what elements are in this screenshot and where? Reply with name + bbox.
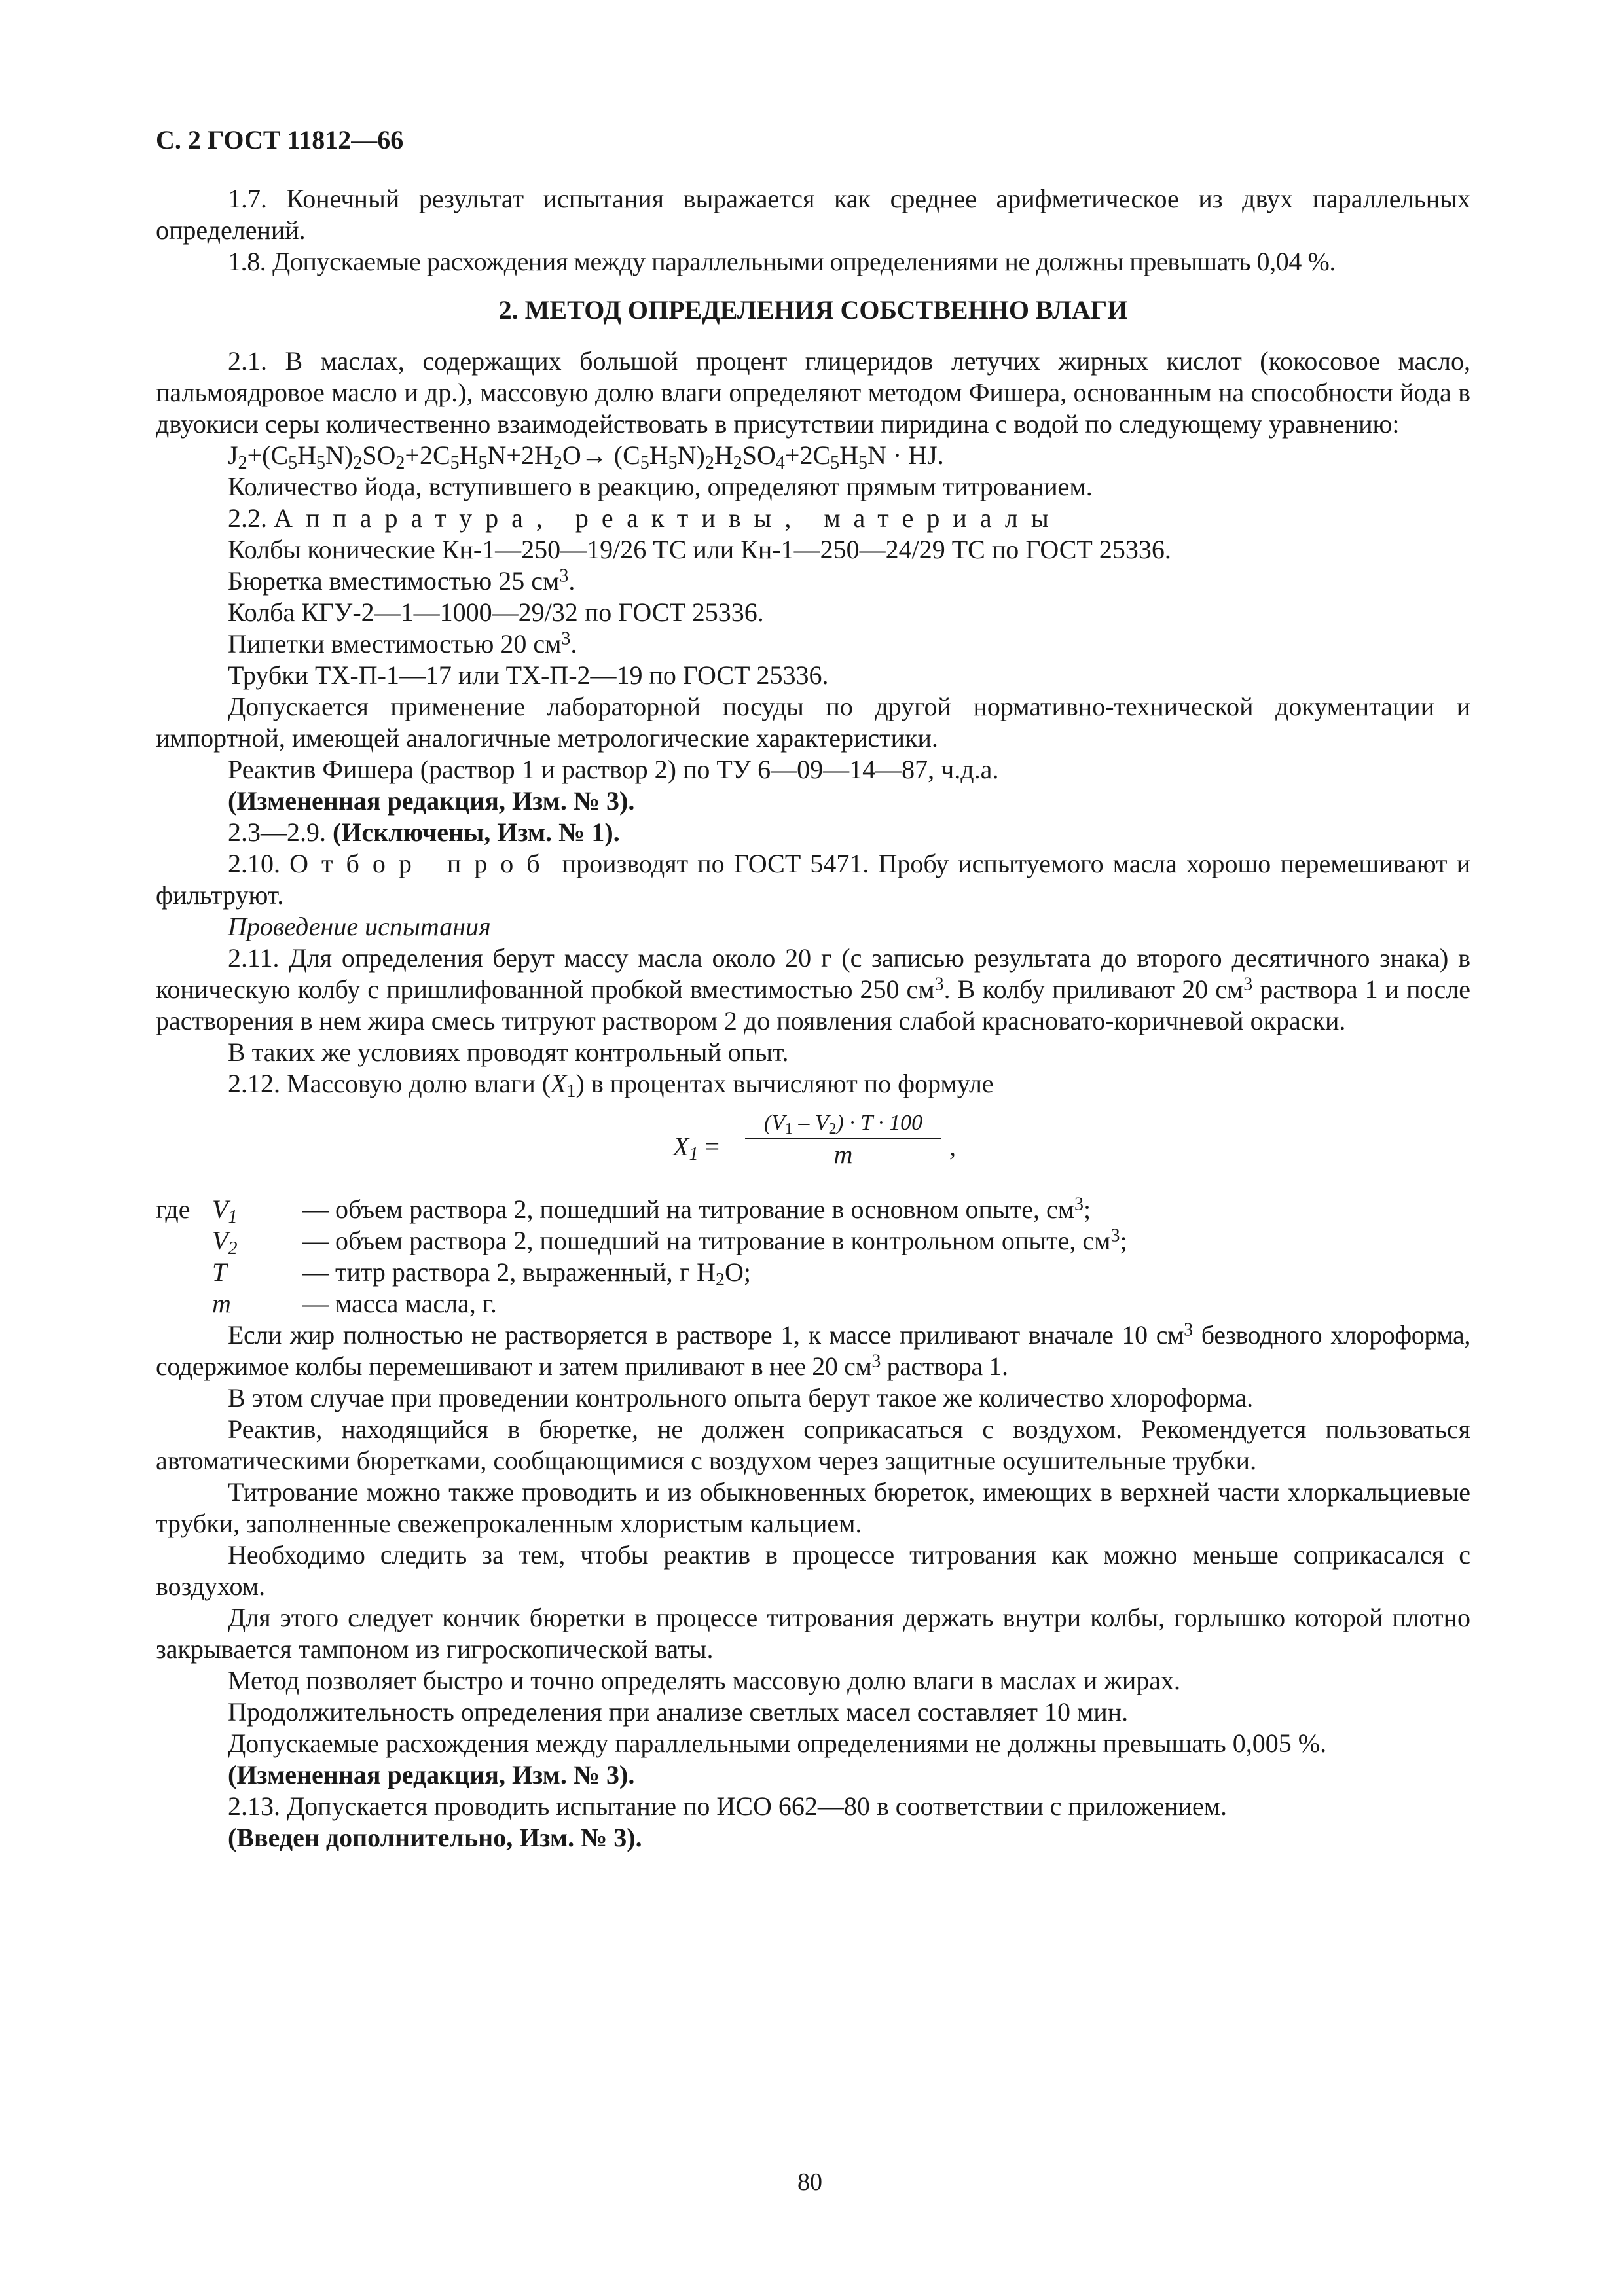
paragraph-2-13: 2.13. Допускается проводить испытание по ИСО 662—80 в соответствии с приложением.: [228, 1791, 1228, 1821]
paragraph-2-11: 2.11. Для определения берут массу масла около 20 г (с записью результата до второго десятичного знака) в коническую колбу с пришлифованной пробкой вместимостью 250 $см^3$. В колбу приливают 20 $см^3$ раствора 1 и после растворения в нем жира смесь титруют раствором 2 до появления слабой красновато-коричневой окраски.: [156, 943, 1470, 1035]
amendment-note: (Измененная редакция, Изм. № 3).: [228, 786, 635, 816]
burette-tip-paragraph: Для этого следует кончик бюретки в процессе титрования держать внутри колбы, горлышко которой плотно закрывается тампоном из гигроскопической ваты.: [156, 1603, 1470, 1664]
reagent-paragraph: Реактив Фишера (раствор 1 и раствор 2) по ТУ 6—09—14—87, ч.д.а.: [228, 755, 999, 784]
equipment-item: Пипетки вместимостью 20 $см^3$.: [228, 628, 577, 658]
definition-row: $V_2$ — объем раствора 2, пошедший на титрование в контрольном опыте, $см^3$;: [212, 1225, 1127, 1259]
caution-paragraph: Необходимо следить за тем, чтобы реактив в процессе титрования как можно меньше соприкасался с воздухом.: [156, 1540, 1470, 1601]
definition-row: m — масса масла, г.: [212, 1289, 497, 1318]
definition-row: где $V_1$ — объем раствора 2, пошедший на титрование в основном опыте, $см^3$;: [156, 1194, 1091, 1227]
case-paragraph: В этом случае при проведении контрольного опыта берут такое же количество хлороформа.: [228, 1383, 1254, 1412]
paragraph-2-2: 2.2. Аппаратура, реактивы, материалы: [228, 503, 1062, 533]
reagent-air-paragraph: Реактив, находящийся в бюретке, не должен соприкасаться с воздухом. Рекомендуется пользоваться автоматическими бюретками, сообщающимися с воздухом через защитные осушительные трубки.: [156, 1414, 1470, 1475]
page-header: С. 2 ГОСТ 11812—66: [156, 125, 404, 154]
amendment-note: (Измененная редакция, Изм. № 3).: [228, 1760, 635, 1789]
difference-paragraph: Допускаемые расхождения между параллельными определениями не должны превышать 0,005 %.: [228, 1729, 1327, 1758]
control-paragraph: В таких же условиях проводят контрольный опыт.: [228, 1037, 789, 1067]
paragraph-1-7: 1.7. Конечный результат испытания выражается как среднее арифметическое из двух параллельных определений.: [156, 184, 1470, 245]
paragraph-2-12: 2.12. Массовую долю влаги $(X_1)$ в процентах вычисляют по формуле: [228, 1069, 994, 1102]
paragraph-1-8: 1.8. Допускаемые расхождения между параллельными определениями не должны превышать 0,04 %.: [228, 247, 1336, 276]
allowed-paragraph: Допускается применение лабораторной посуды по другой нормативно-технической документации и импортной, имеющей аналогичные метрологические характеристики.: [156, 692, 1470, 753]
paragraph-2-3: 2.3—2.9. (Исключены, Изм. № 1).: [228, 817, 620, 847]
iodine-paragraph: Количество йода, вступившего в реакцию, определяют прямым титрованием.: [228, 472, 1093, 501]
chemical-equation: $J_2+(C_5H_5N)_2SO_2+2C_5H_5N+2H_2O\to (C_5H_5N)_2H_2SO_4+2C_5H_5N$ · HJ.: [228, 440, 944, 473]
page-number: 80: [797, 2168, 822, 2196]
paragraph-2-1: 2.1. В маслах, содержащих большой процент глицеридов летучих жирных кислот (кокосовое масло, пальмоядровое масло и др.), массовую долю влаги определяют методом Фишера, основанным на способности йода в двуокиси серы количественно взаимодействовать в присутствии пиридина с водой по следующему уравнению:: [156, 346, 1470, 439]
equipment-item: Колба КГУ-2—1—1000—29/32 по ГОСТ 25336.: [228, 598, 764, 627]
variable-definitions: [156, 1194, 1470, 1319]
equipment-item: Бюретка вместимостью 25 $см^3$.: [228, 565, 575, 596]
section-title: 2. МЕТОД ОПРЕДЕЛЕНИЯ СОБСТВЕННО ВЛАГИ: [498, 295, 1128, 325]
equipment-item: Колбы конические Кн-1—250—19/26 ТС или Кн-1—250—24/29 ТС по ГОСТ 25336.: [228, 535, 1171, 564]
moisture-formula: $X_1$ = $(V_1 - V_2) \cdot T \cdot 100$ m ,: [156, 1109, 1470, 1181]
method-paragraph: Метод позволяет быстро и точно определять массовую долю влаги в маслах и жирах.: [228, 1666, 1181, 1695]
equipment-item: Трубки ТХ-П-1—17 или ТХ-П-2—19 по ГОСТ 25336.: [228, 660, 829, 690]
document-body: [156, 183, 1470, 1854]
duration-paragraph: Продолжительность определения при анализе светлых масел составляет 10 мин.: [228, 1697, 1129, 1727]
chloroform-paragraph: Если жир полностью не растворяется в растворе 1, к массе приливают вначале 10 $см^3$ безводного хлороформа, содержимое колбы перемешивают и затем приливают в нее 20 $см^3$ раствора 1.: [156, 1319, 1470, 1381]
subsection-title: Проведение испытания: [228, 912, 491, 941]
titration-paragraph: Титрование можно также проводить и из обыкновенных бюреток, имеющих в верхней части хлоркальциевые трубки, заполненные свежепрокаленным хлористым кальцием.: [156, 1477, 1470, 1538]
definition-row: T — титр раствора 2, выраженный, г $H_2O$;: [212, 1257, 751, 1290]
amendment-note: (Введен дополнительно, Изм. № 3).: [228, 1823, 642, 1852]
paragraph-2-10: 2.10. Отбор проб производят по ГОСТ 5471. Пробу испытуемого масла хорошо перемешивают и фильтруют.: [156, 849, 1471, 910]
